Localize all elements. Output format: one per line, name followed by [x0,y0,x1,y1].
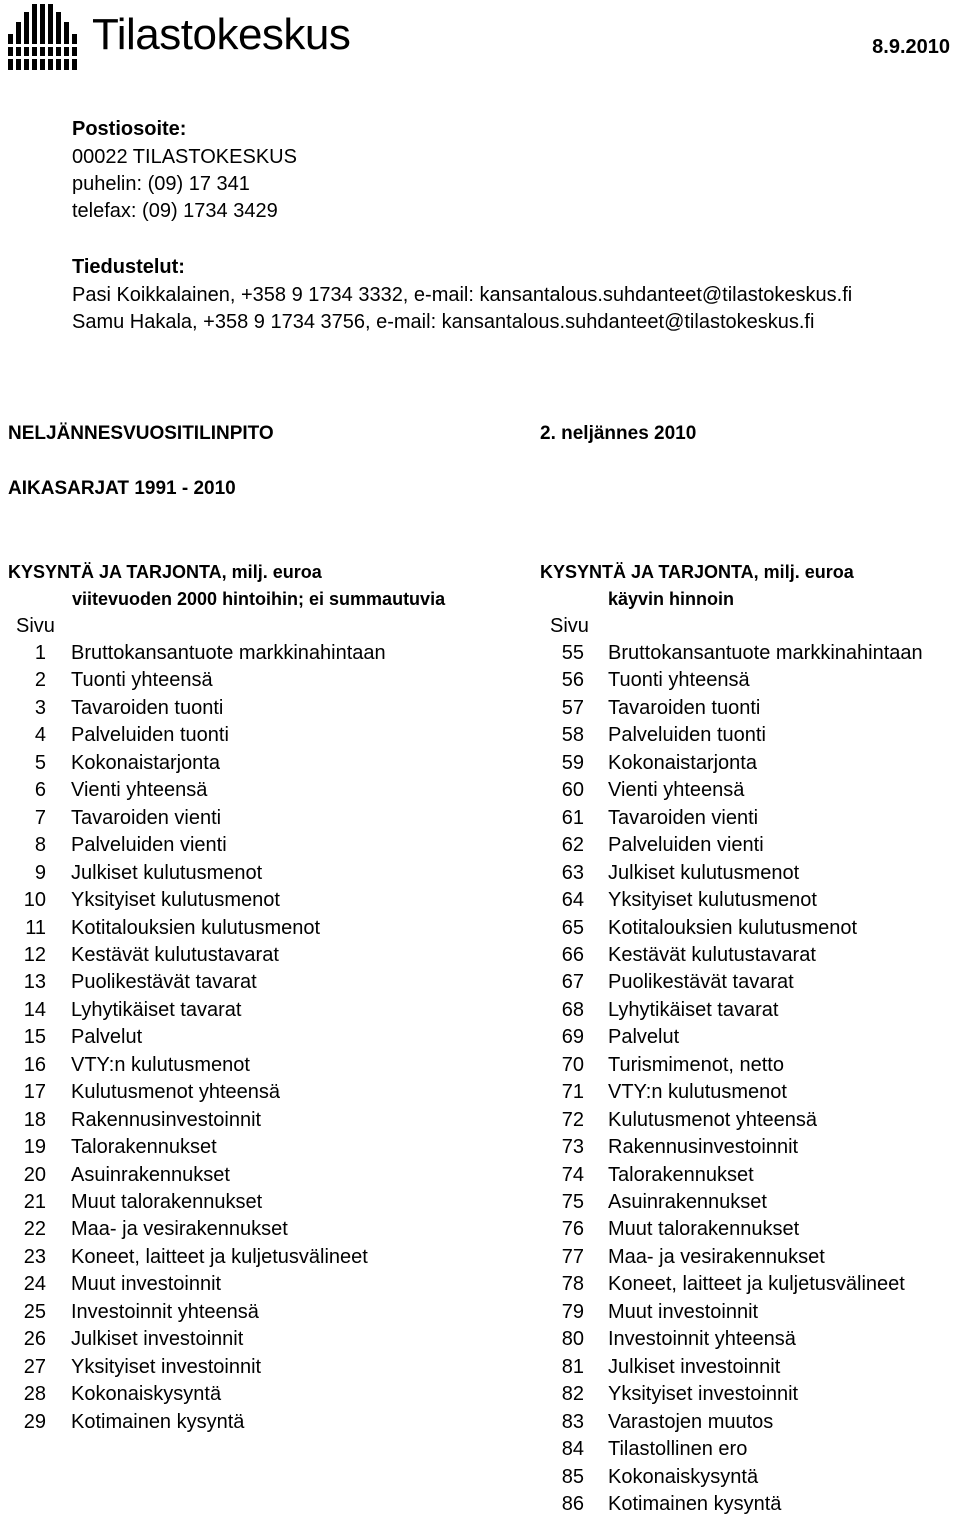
table-label: Tuonti yhteensä [71,669,213,692]
table-row [530,942,960,969]
page-number: 11 [25,916,46,939]
table-row [0,667,500,694]
table-row [530,1326,960,1353]
table-row [0,1079,500,1106]
table-row [0,1216,500,1243]
page-number: 16 [23,1053,46,1076]
table-row [530,805,960,832]
table-label: Yksityiset investoinnit [71,1355,262,1378]
postal-line: telefax: (09) 1734 3429 [72,200,278,222]
table-row [530,887,960,914]
right-page-label: Sivu [550,615,589,637]
right-section-title: KYSYNTÄ JA TARJONTA, milj. euroa [540,562,854,582]
page-number: 66 [561,943,584,966]
table-row [0,1107,500,1134]
table-label: Julkiset investoinnit [608,1355,781,1378]
page-number: 15 [23,1026,46,1049]
postal-heading: Postiosoite: [72,118,187,140]
table-row [0,1189,500,1216]
table-row [530,695,960,722]
report-title: NELJÄNNESVUOSITILINPITO [8,423,274,444]
right-section-subtitle: käyvin hinnoin [608,589,735,609]
table-label: Kotimainen kysyntä [71,1410,245,1433]
table-row [0,997,500,1024]
table-label: Investoinnit yhteensä [71,1300,259,1323]
page-number: 20 [23,1163,46,1186]
table-label: Lyhytikäiset tavarat [71,998,242,1021]
table-label: Vienti yhteensä [71,779,208,802]
page-number: 4 [34,724,46,747]
table-row [530,1271,960,1298]
table-label: Tavaroiden vienti [608,806,759,829]
page-number: 3 [34,696,46,719]
table-label: Muut investoinnit [71,1273,222,1296]
page-number: 69 [561,1026,584,1049]
table-label: Kokonaiskysyntä [71,1383,222,1406]
page-number: 85 [561,1465,584,1488]
page-number: 75 [561,1191,584,1213]
table-row [0,1244,500,1271]
table-row [530,1134,960,1161]
table-label: Kestävät kulutustavarat [71,943,279,966]
page-number: 22 [23,1218,46,1241]
document-date: 8.9.2010 [872,36,950,58]
page-number: 73 [561,1136,584,1159]
page-number: 59 [561,751,584,774]
table-row [0,1271,500,1298]
table-row [530,1024,960,1051]
left-page-label: Sivu [16,615,55,637]
page-number: 7 [34,806,46,829]
table-row [530,915,960,942]
table-row [530,640,960,667]
page-number: 9 [34,861,46,884]
table-row [530,1189,960,1216]
page-number: 79 [561,1300,584,1323]
table-row [530,777,960,804]
table-label: Koneet, laitteet ja kuljetusvälineet [608,1273,905,1296]
page-number: 57 [561,696,584,719]
page-number: 12 [23,943,46,966]
table-label: Kokonaistarjonta [608,751,757,774]
table-label: Bruttokansantuote markkinahintaan [608,642,923,664]
page-number: 72 [561,1108,584,1131]
table-row [530,667,960,694]
table-row [530,1216,960,1243]
table-label: Yksityiset kulutusmenot [71,889,280,912]
table-row [530,1464,960,1491]
page-number: 61 [561,806,584,829]
table-row [0,722,500,749]
page-number: 74 [561,1163,584,1186]
table-label: Tavaroiden vienti [71,806,222,829]
page-number: 58 [561,724,584,747]
table-label: Palveluiden vienti [71,834,227,857]
table-row [530,1381,960,1408]
table-row [0,832,500,859]
postal-line: 00022 TILASTOKESKUS [72,146,297,168]
table-label: Vienti yhteensä [608,779,745,802]
table-row [530,722,960,749]
report-series: AIKASARJAT 1991 - 2010 [8,478,236,499]
page-number: 24 [23,1273,46,1296]
page-number: 2 [34,669,46,692]
page-number: 81 [561,1355,584,1378]
table-row [0,777,500,804]
page-number: 56 [561,669,584,692]
page-number: 13 [23,971,46,994]
page-number: 14 [23,998,46,1021]
page-number: 29 [23,1410,46,1433]
left-section-title: KYSYNTÄ JA TARJONTA, milj. euroa [8,562,322,582]
page-number: 82 [561,1383,584,1406]
table-label: Koneet, laitteet ja kuljetusvälineet [71,1245,368,1268]
table-label: Julkiset investoinnit [71,1328,244,1351]
table-row [0,942,500,969]
table-label: VTY:n kulutusmenot [608,1081,787,1104]
left-section-subtitle: viitevuoden 2000 hintoihin; ei summautuvia [72,589,446,609]
table-label: Puolikestävät tavarat [608,971,794,994]
table-row [0,640,500,667]
table-row [0,1024,500,1051]
table-row [0,805,500,832]
report-quarter: 2. neljännes 2010 [540,423,697,444]
table-row [530,1354,960,1381]
table-label: Muut talorakennukset [608,1218,800,1241]
page-number: 17 [23,1081,46,1104]
page-number: 60 [561,779,584,802]
table-label: Palvelut [608,1026,680,1049]
table-label: Rakennusinvestoinnit [71,1108,262,1131]
table-row [530,969,960,996]
table-label: Asuinrakennukset [608,1191,767,1213]
page-number: 76 [561,1218,584,1241]
page-number: 84 [561,1438,584,1461]
table-label: Muut investoinnit [608,1300,759,1323]
page-number: 25 [23,1300,46,1323]
table-row [0,1134,500,1161]
page-number: 10 [23,889,46,912]
page-number: 23 [23,1245,46,1268]
page-number: 18 [23,1108,46,1131]
table-label: Rakennusinvestoinnit [608,1136,799,1159]
page-number: 63 [561,861,584,884]
table-row [0,695,500,722]
page-number: 8 [34,834,46,857]
table-label: Lyhytikäiset tavarat [608,998,779,1021]
page-number: 1 [34,642,46,664]
table-label: Kokonaistarjonta [71,751,220,774]
table-label: Talorakennukset [608,1163,754,1186]
table-row [530,1244,960,1271]
table-row [0,1409,500,1436]
table-row [530,860,960,887]
table-label: Yksityiset kulutusmenot [608,889,817,912]
table-label: Palveluiden tuonti [71,724,229,747]
table-label: Tuonti yhteensä [608,669,750,692]
inquiry-contact: Pasi Koikkalainen, +358 9 1734 3332, e-mail: kansantalous.suhdanteet@tilastokeskus.fi [72,284,853,306]
postal-line: puhelin: (09) 17 341 [72,173,250,195]
table-label: Julkiset kulutusmenot [608,861,800,884]
table-row [0,1326,500,1353]
table-label: Tilastollinen ero [608,1438,748,1461]
page-number: 26 [23,1328,46,1351]
page-number: 77 [561,1245,584,1268]
page-number: 70 [561,1053,584,1076]
inquiry-contact: Samu Hakala, +358 9 1734 3756, e-mail: kansantalous.suhdanteet@tilastokeskus.fi [72,311,815,333]
table-row [530,1162,960,1189]
table-label: Yksityiset investoinnit [608,1383,799,1406]
table-label: VTY:n kulutusmenot [71,1053,250,1076]
table-label: Turismimenot, netto [608,1053,784,1076]
table-row [530,1107,960,1134]
table-row [0,860,500,887]
table-label: Kokonaiskysyntä [608,1465,759,1488]
table-label: Palvelut [71,1026,143,1049]
table-label: Palveluiden tuonti [608,724,766,747]
page-number: 80 [561,1328,584,1351]
table-label: Puolikestävät tavarat [71,971,257,994]
page-number: 62 [561,834,584,857]
page-number: 19 [23,1136,46,1159]
page-number: 86 [561,1492,584,1515]
table-label: Muut talorakennukset [71,1191,263,1213]
table-label: Varastojen muutos [608,1410,774,1433]
table-row [0,887,500,914]
table-row [530,1436,960,1463]
page-number: 5 [34,751,46,774]
page-number: 71 [561,1081,584,1104]
table-label: Maa- ja vesirakennukset [608,1245,825,1268]
table-label: Julkiset kulutusmenot [71,861,263,884]
table-row [0,1052,500,1079]
page-number: 55 [561,642,584,664]
table-label: Investoinnit yhteensä [608,1328,796,1351]
table-row [530,1491,960,1518]
page-number: 64 [561,889,584,912]
table-label: Kulutusmenot yhteensä [71,1081,281,1104]
page-number: 68 [561,998,584,1021]
table-label: Asuinrakennukset [71,1163,230,1186]
table-row [530,1409,960,1436]
table-label: Palveluiden vienti [608,834,764,857]
table-row [530,1299,960,1326]
table-label: Maa- ja vesirakennukset [71,1218,288,1241]
table-label: Kotitalouksien kulutusmenot [71,916,321,939]
page-number: 65 [561,916,584,939]
table-row [530,1052,960,1079]
table-row [530,997,960,1024]
table-row [530,750,960,777]
table-label: Kulutusmenot yhteensä [608,1108,818,1131]
table-label: Kotimainen kysyntä [608,1492,782,1515]
table-label: Kestävät kulutustavarat [608,943,816,966]
table-row [0,1162,500,1189]
table-label: Talorakennukset [71,1136,217,1159]
inquiries-heading: Tiedustelut: [72,256,185,278]
table-label: Tavaroiden tuonti [608,696,761,719]
page-number: 6 [34,779,46,802]
table-row [0,1299,500,1326]
page-number: 67 [561,971,584,994]
table-row [0,1381,500,1408]
page-number: 28 [23,1383,46,1406]
page-number: 78 [561,1273,584,1296]
table-row [0,969,500,996]
page-number: 21 [23,1191,46,1213]
page-number: 27 [23,1355,46,1378]
table-row [530,832,960,859]
table-label: Bruttokansantuote markkinahintaan [71,642,386,664]
table-row [0,750,500,777]
page-number: 83 [561,1410,584,1433]
table-row [0,915,500,942]
table-row [530,1079,960,1106]
table-row [0,1354,500,1381]
table-label: Tavaroiden tuonti [71,696,224,719]
logo-wordmark: Tilastokeskus [92,10,351,59]
table-label: Kotitalouksien kulutusmenot [608,916,858,939]
